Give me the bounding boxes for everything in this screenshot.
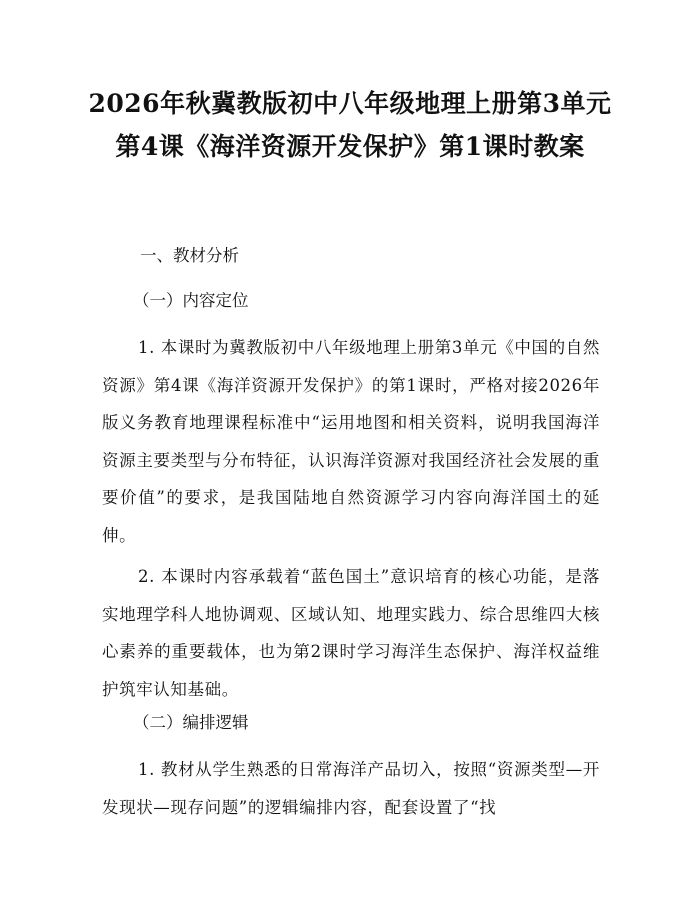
subsection-heading-content-positioning: （一）内容定位 [133,291,249,310]
paragraph-arrangement-1: 1. 教材从学生熟悉的日常海洋产品切入，按照“资源类型—开发现状—现存问题”的逻辑编排内容，配套设置了“找 [102,760,600,817]
document-title: 2026年秋冀教版初中八年级地理上册第3单元第4课《海洋资源开发保护》第1课时教案 [88,89,612,161]
section-heading-textbook-analysis: 一、教材分析 [140,246,239,265]
subsection-heading-arrangement-logic: （二）编排逻辑 [133,713,249,732]
paragraph-positioning-2: 2. 本课时内容承载着“蓝色国土”意识培育的核心功能，是落实地理学科人地协调观、区域认知、地理实践力、综合思维四大核心素养的重要载体，也为第2课时学习海洋生态保护、海洋权益维护筑牢认知基础。 [102,567,600,699]
paragraph-positioning-1: 1. 本课时为冀教版初中八年级地理上册第3单元《中国的自然资源》第4课《海洋资源开发保护》的第1课时，严格对接2026年版义务教育地理课程标准中“运用地图和相关资料，说明我国海洋资源主要类型与分布特征，认识海洋资源对我国经济社会发展的重要价值”的要求，是我国陆地自然资源学习内容向海洋国土的延伸。 [102,338,600,545]
